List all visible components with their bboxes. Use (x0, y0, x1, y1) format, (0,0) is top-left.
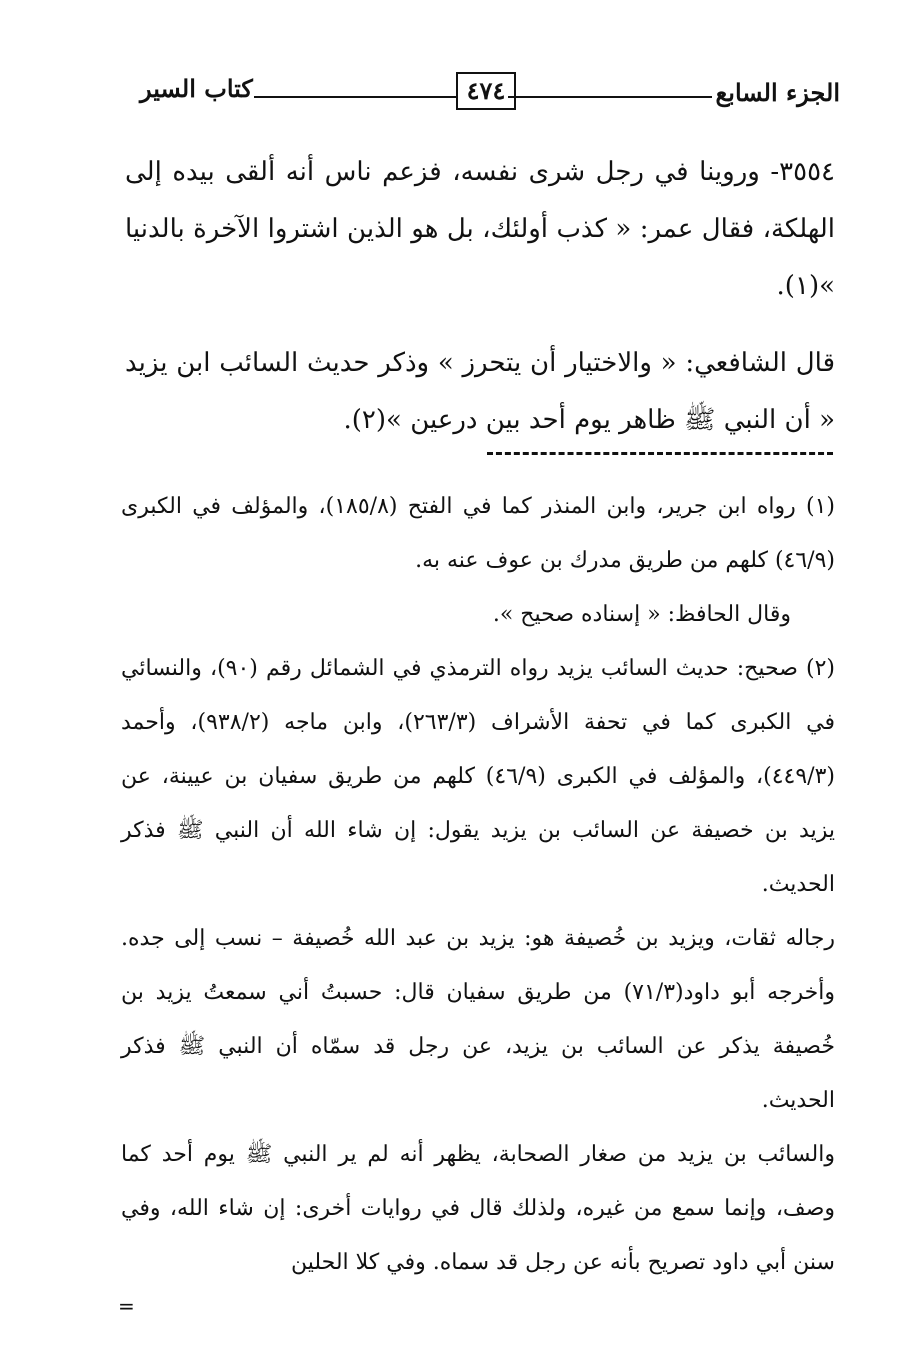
hadith-paragraph: ٣٥٥٤- وروينا في رجل شرى نفسه، فزعم ناس أنه ألقى بيده إلى الهلكة، فقال عمر: « كذب أولئك، بل هو الذين اشتروا الآخرة بالدنيا »(١). (125, 157, 835, 301)
footnote-2-continuation: رجاله ثقات، ويزيد بن خُصيفة هو: يزيد بن عبد الله خُصيفة – نسب إلى جده. وأخرجه أبو داود(٧١/٣) من طريق سفيان قال: حسبتُ أني سمعتُ يزيد بن خُصيفة يذكر عن السائب بن يزيد، عن رجل قد سمّاه أن النبي ﷺ فذكر الحديث. (121, 926, 835, 1113)
continuation-mark: = (118, 1294, 135, 1318)
book-title: كتاب السير (140, 74, 253, 103)
footnote-1: (١) رواه ابن جرير، وابن المنذر كما في الفتح (١٨٥/٨)، والمؤلف في الكبرى (٤٦/٩) كلهم من طريق مدرك بن عوف عنه به. (121, 494, 836, 573)
footnote-1-continuation: وقال الحافظ: « إسناده صحيح ». (492, 602, 791, 627)
header-rule-left (254, 96, 456, 98)
shafii-paragraph: قال الشافعي: « والاختيار أن يتحرز » وذكر حديث السائب ابن يزيد « أن النبي ﷺ ظاهر يوم أحد بين درعين »(٢). (125, 348, 835, 435)
footnote-divider (487, 452, 833, 455)
footnote-2: (٢) صحيح: حديث السائب يزيد رواه الترمذي في الشمائل رقم (٩٠)، والنسائي في الكبرى كما في تحفة الأشراف (٢٦٣/٣)، وابن ماجه (٩٣٨/٢)، وأحمد (٤٤٩/٣)، والمؤلف في الكبرى (٤٦/٩) كلهم من طريق سفيان بن عيينة، عن يزيد بن خصيفة عن السائب بن يزيد يقول: إن شاء الله أن النبي ﷺ فذكر الحديث. (121, 656, 836, 897)
header-rule-right (508, 96, 712, 98)
page-header (140, 68, 840, 124)
main-text (125, 144, 835, 449)
footnotes (121, 480, 835, 1290)
footnote-2-continuation-2: والسائب بن يزيد من صغار الصحابة، يظهر أنه لم ير النبي ﷺ يوم أحد كما وصف، وإنما سمع من غيره، ولذلك قال في روايات أخرى: إن شاء الله، وفي سنن أبي داود تصريح بأنه عن رجل قد سماه. وفي كلا الحلين (121, 1142, 835, 1275)
volume-title: الجزء السابع (715, 78, 840, 107)
page-number: ٤٧٤ (456, 72, 516, 110)
